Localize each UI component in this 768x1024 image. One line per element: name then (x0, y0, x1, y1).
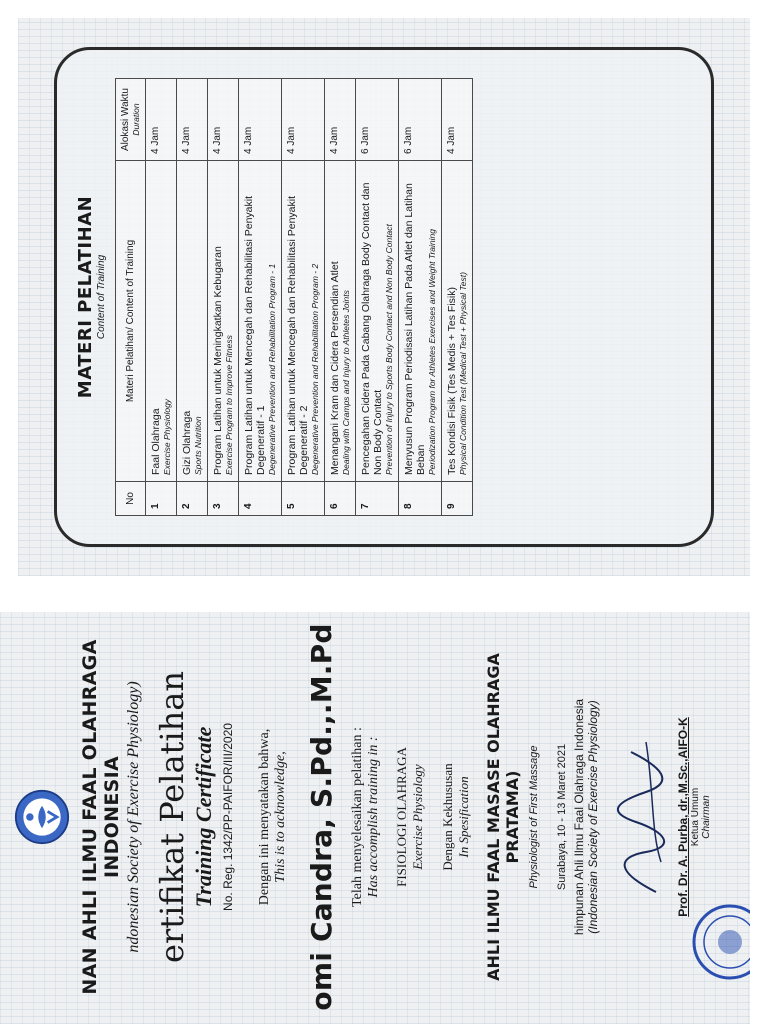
row-content-en: Physical Condition Test (Medical Test + Physical Test) (458, 272, 468, 475)
row-no: 7 (356, 482, 399, 516)
row-content (282, 161, 325, 482)
certificate-title-en: Training Certificate (191, 726, 216, 908)
row-content (442, 161, 473, 482)
row-no: 2 (177, 482, 208, 516)
row-content-en: Prevention of Injury to Sports Body Contact and Non Body Contact (384, 224, 394, 475)
header-no: No (116, 482, 146, 516)
table-row (146, 79, 177, 516)
row-content-id: Faal Olahraga (150, 408, 162, 475)
row-content-id: Gizi Olahraga (181, 410, 193, 475)
row-content-id: Menangani Kram dan Cidera Persendian Atlet (329, 261, 341, 475)
row-no: 3 (208, 482, 239, 516)
specification-label-en: In Spesification (456, 776, 471, 858)
header-duration (116, 79, 146, 161)
table-row (356, 79, 399, 516)
row-content-en: Exercise Physiology (162, 398, 172, 475)
completed-text-en: Has accomplish training in : (366, 736, 381, 898)
row-no: 4 (239, 482, 282, 516)
training-content-panel (54, 47, 714, 547)
row-content-id: Program Latihan untuk Mencegah dan Rehabilitasi Penyakit Degeneratif - 1 (243, 195, 267, 475)
row-content (399, 161, 442, 482)
row-duration: 4 Jam (442, 79, 473, 161)
registration-number: No. Reg. 1342/PP-PAIFOR/III/2020 (221, 723, 235, 911)
training-field-en: Exercise Physiology (410, 764, 425, 870)
acknowledge-text: Dengan ini menyatakan bahwa, (257, 728, 272, 906)
society-logo-icon (14, 789, 70, 845)
specification-level-en: Physiologist of First Massage (528, 745, 540, 889)
row-content-id: Menyusun Program Periodisasi Latihan Pada Atlet dan Latihan Beban (403, 183, 427, 475)
recipient-name: omi Candra, S.Pd.,.M.Pd (305, 623, 338, 1011)
row-duration: 4 Jam (282, 79, 325, 161)
signer-role: Ketua Umum (690, 787, 701, 847)
row-duration: 4 Jam (208, 79, 239, 161)
table-row (239, 79, 282, 516)
certificate-title: ertifikat Pelatihan (153, 671, 191, 963)
table-header-row (116, 79, 146, 516)
completed-text: Telah menyelesaikan pelatihan : (350, 727, 365, 907)
signing-org-en: (Indonesian Society of Exercise Physiology) (586, 700, 600, 934)
row-content (208, 161, 239, 482)
row-content-en: Sports Nutrition (193, 416, 203, 475)
row-no: 1 (146, 482, 177, 516)
row-content-en: Degenerative Prevention and Rehabilitation Program - 1 (267, 263, 277, 475)
org-name: NAN AHLI ILMU FAAL OLAHRAGA INDONESIA (79, 639, 123, 995)
row-content-id: Tes Kondisi Fisik (Tes Medis + Tes Fisik) (446, 287, 458, 475)
row-content-id: Program Latihan untuk Mencegah dan Rehabilitasi Penyakit Degeneratif - 2 (286, 195, 310, 475)
row-content (239, 161, 282, 482)
row-duration: 4 Jam (146, 79, 177, 161)
row-content (146, 161, 177, 482)
row-duration: 6 Jam (399, 79, 442, 161)
row-no: 6 (325, 482, 356, 516)
row-content-id: Pencegahan Cidera Pada Cabang Olahraga Body Contact dan Non Body Contact (360, 182, 384, 475)
training-content-title: MATERI PELATIHAN (75, 195, 96, 399)
acknowledge-text-en: This is to acknowledge, (273, 751, 288, 883)
table-row (208, 79, 239, 516)
row-content (325, 161, 356, 482)
row-content-en: Exercise Program to Improve Fitness (224, 335, 234, 475)
row-content (356, 161, 399, 482)
signing-org: himpunan Ahli Ilmu Faal Olahraga Indonesia (572, 698, 586, 936)
training-field: FISIOLOGI OLAHRAGA (394, 747, 409, 887)
row-content-id: Program Latihan untuk Meningkatkan Kebugaran (212, 246, 224, 475)
org-name-en: ndonesian Society of Exercise Physiology) (125, 681, 142, 953)
table-row (399, 79, 442, 516)
row-no: 9 (442, 482, 473, 516)
row-duration: 4 Jam (239, 79, 282, 161)
row-content-en: Dealing with Cramps and Injury to Athletes Joints (341, 290, 351, 475)
table-row (325, 79, 356, 516)
row-duration: 4 Jam (177, 79, 208, 161)
row-content (177, 161, 208, 482)
training-content-table (115, 78, 473, 516)
row-duration: 6 Jam (356, 79, 399, 161)
row-no: 5 (282, 482, 325, 516)
table-row (442, 79, 473, 516)
row-duration: 4 Jam (325, 79, 356, 161)
header-content: Materi Pelatihan/ Content of Training (116, 161, 146, 482)
place-date: Surabaya, 10 - 13 Maret 2021 (556, 743, 568, 891)
signer-role-en: Chairman (701, 795, 712, 839)
training-content-subtitle: Content of Training (96, 254, 107, 340)
signature-icon (606, 732, 676, 902)
certificate-sheet (0, 612, 750, 1024)
header-duration-en: Duration (131, 103, 141, 136)
signer-name: Prof. Dr. A. Purba, dr.,M.Sc.,AIFO-K (676, 717, 690, 917)
table-row (177, 79, 208, 516)
row-content-en: Periodization Program for Athletes Exercises and Weight Training (427, 229, 437, 475)
specification-label: Dengan Kekhususan (440, 763, 455, 871)
row-content-en: Degenerative Prevention and Rehabilitation Program - 2 (310, 263, 320, 475)
header-duration-id: Alokasi Waktu (120, 88, 131, 151)
table-row (282, 79, 325, 516)
training-content-sheet (18, 18, 750, 576)
official-stamp-icon (690, 902, 750, 982)
row-no: 8 (399, 482, 442, 516)
certificate-content (0, 612, 750, 1022)
specification-level: AHLI ILMU FAAL MASASE OLAHRAGA PRATAMA) (484, 653, 522, 981)
